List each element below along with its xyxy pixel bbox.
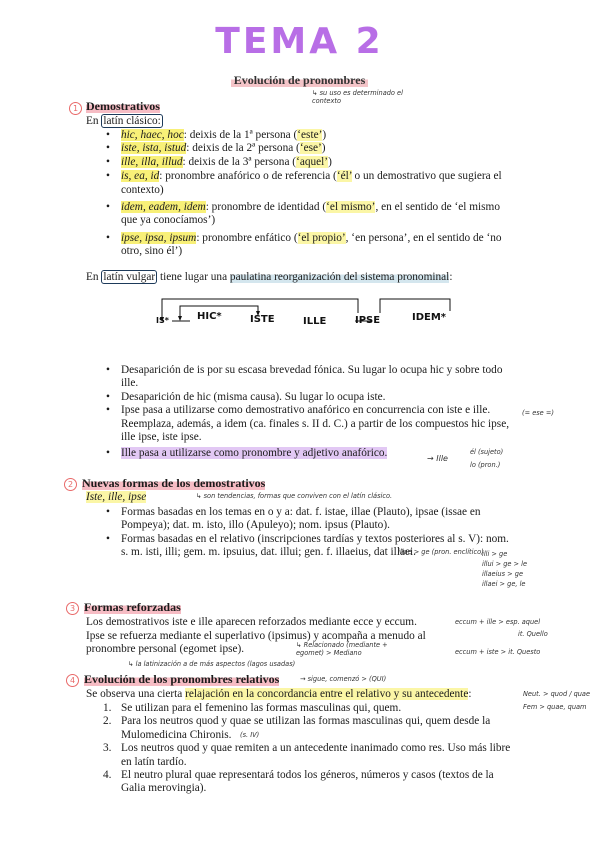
handwritten-note: illaeius > ge <box>482 570 523 578</box>
handwritten-note: illi > ge <box>482 550 508 558</box>
list-item: • Ille pasa a utilizarse como pronombre y adjetivo anafórico. <box>121 447 511 460</box>
handwritten-note: → Ille <box>427 454 448 463</box>
section-number: 4 <box>66 674 79 687</box>
section-subheading: Iste, ille, ipse <box>86 491 147 503</box>
diagram-label: IDEM* <box>412 312 447 323</box>
handwritten-note: illui > ge > le <box>482 560 528 568</box>
formas-reforzadas-p1: Los demostrativos iste e ille aparecen reforzados mediante ecce y eccum. <box>86 616 417 628</box>
handwritten-note: (= ese =) <box>522 409 554 417</box>
list-item: • ille, illa, illud: deixis de la 3ª persona (‘aquel’) <box>121 156 516 169</box>
section-heading-demostrativos: Demostrativos <box>86 99 160 113</box>
page-subtitle: Evolución de pronombres <box>0 74 599 87</box>
section-heading-formas-reforzadas: Formas reforzadas <box>84 600 181 614</box>
handwritten-note: Fem > quae, quam <box>523 703 587 711</box>
diagram-label: ILLE <box>303 316 327 327</box>
handwritten-note: illaei > ge, le <box>482 580 526 588</box>
handwritten-note: lo (pron.) <box>470 461 501 469</box>
section-number: 3 <box>66 602 79 615</box>
list-item: • Desaparición de hic (misma causa). Su lugar lo ocupa iste. <box>121 391 511 404</box>
handwritten-note: Neut. > quod / quae <box>523 690 591 698</box>
diagram-label: HIC* <box>197 311 222 322</box>
list-item: • Formas basadas en los temas en o y a: dat. f. istae, illae (Plauto), ipsae (issae en Pompeya); dat. m. isto, illo (Apuleyo); nom. ipsus (Plauto). <box>121 506 513 533</box>
diagram-label: ISTE <box>250 314 275 325</box>
list-item: • hic, haec, hoc: deixis de la 1ª persona (‘este’) <box>121 129 516 142</box>
section-heading-nuevas-formas: Nuevas formas de los demostrativos <box>82 476 266 490</box>
list-item: • Ipse pasa a utilizarse como demostrativo anafórico en concurrencia con iste e ille. Reemplaza, además, a idem (ca. finales s. II d. C.) a partir de los compuestos hic ipse, ille ipse, iste ipse. <box>121 404 511 444</box>
list-item: 3. Los neutros quod y quae remiten a un antecedente inanimado como res. Uso más libre en latín tardío. <box>103 742 511 768</box>
pronoun-reorganization-diagram <box>150 297 480 337</box>
list-item: • Formas basadas en el relativo (inscripciones tardías y textos posteriores al s. V): nom. s. m. isti, illi; gem. m. ipsuius, dat. illui; gen. f. illaeius, dat illaei. <box>121 533 513 560</box>
list-item: • Desaparición de is por su escasa brevedad fónica. Su lugar lo ocupa hic y sobre todo ille. <box>121 364 511 391</box>
handwritten-note: ↳ su uso es determinado el contexto <box>312 89 403 105</box>
diagram-label: IS* <box>156 316 169 325</box>
list-item: • ipse, ipsa, ipsum: pronombre enfático (‘el propio’, ‘en persona’, en el sentido de ‘no otro, sino él’) <box>121 232 516 259</box>
list-item: 4. El neutro plural quae representará todos los géneros, números y casos (textos de la Galia merovingia). <box>103 769 494 795</box>
handwritten-note: eccum + iste > it. Questo <box>455 648 541 656</box>
latin-vulgar-intro: En latín vulgar tiene lugar una paulatina reorganización del sistema pronominal: <box>86 271 453 283</box>
list-item: • idem, eadem, idem: pronombre de identidad (‘el mismo’, en el sentido de ‘el mismo que ya conocíamos’) <box>121 201 516 228</box>
latin-clasico-intro: En latín clásico: <box>86 115 161 127</box>
page-title: TEMA 2 <box>215 21 384 62</box>
handwritten-note: ↳ la latinización a de más aspectos (lagos usadas) <box>128 660 296 668</box>
list-item: 2. Para los neutros quod y quae se utilizan las formas masculinas qui, quem desde la Mulomedicina Chironis. <box>103 715 491 741</box>
section-number: 2 <box>64 478 77 491</box>
handwritten-note: → sigue, comenzó > (QUI) <box>300 675 387 683</box>
list-item: • is, ea, id: pronombre anafórico o de referencia (‘él’ o un demostrativo que sugiera el contexto) <box>121 170 516 197</box>
list-item: 1. Se utilizan para el femenino las formas masculinas qui, quem. <box>103 702 402 714</box>
handwritten-note: eccum + ille > esp. aquel <box>455 618 541 626</box>
relativos-list <box>103 702 516 796</box>
handwritten-note: (s. IV) <box>240 731 260 739</box>
latin-clasico-list <box>121 129 516 259</box>
handwritten-note: illae > ge (pron. enclítico) <box>398 548 484 556</box>
handwritten-note: it. Quello <box>518 630 548 638</box>
handwritten-note: ↳ Relacionado (mediante + egomet) > Mediano <box>296 641 388 657</box>
section-number: 1 <box>69 102 82 115</box>
list-item: • iste, ista, istud: deixis de la 2ª persona (‘ese’) <box>121 142 516 155</box>
handwritten-note: él (sujeto) <box>470 448 504 456</box>
relativos-intro: Se observa una cierta relajación en la concordancia entre el relativo y su antecedente: <box>86 688 472 700</box>
formas-reforzadas-p2: Ipse se refuerza mediante el superlativo (ipsimus) y acompaña a menudo al pronombre personal (egomet ipse). <box>86 630 426 656</box>
handwritten-note: ↳ son tendencias, formas que conviven con el latín clásico. <box>196 492 393 500</box>
latin-vulgar-changes <box>121 364 511 461</box>
diagram-label: IPSE <box>355 315 381 326</box>
section-heading-relativos: Evolución de los pronombres relativos <box>84 672 280 686</box>
